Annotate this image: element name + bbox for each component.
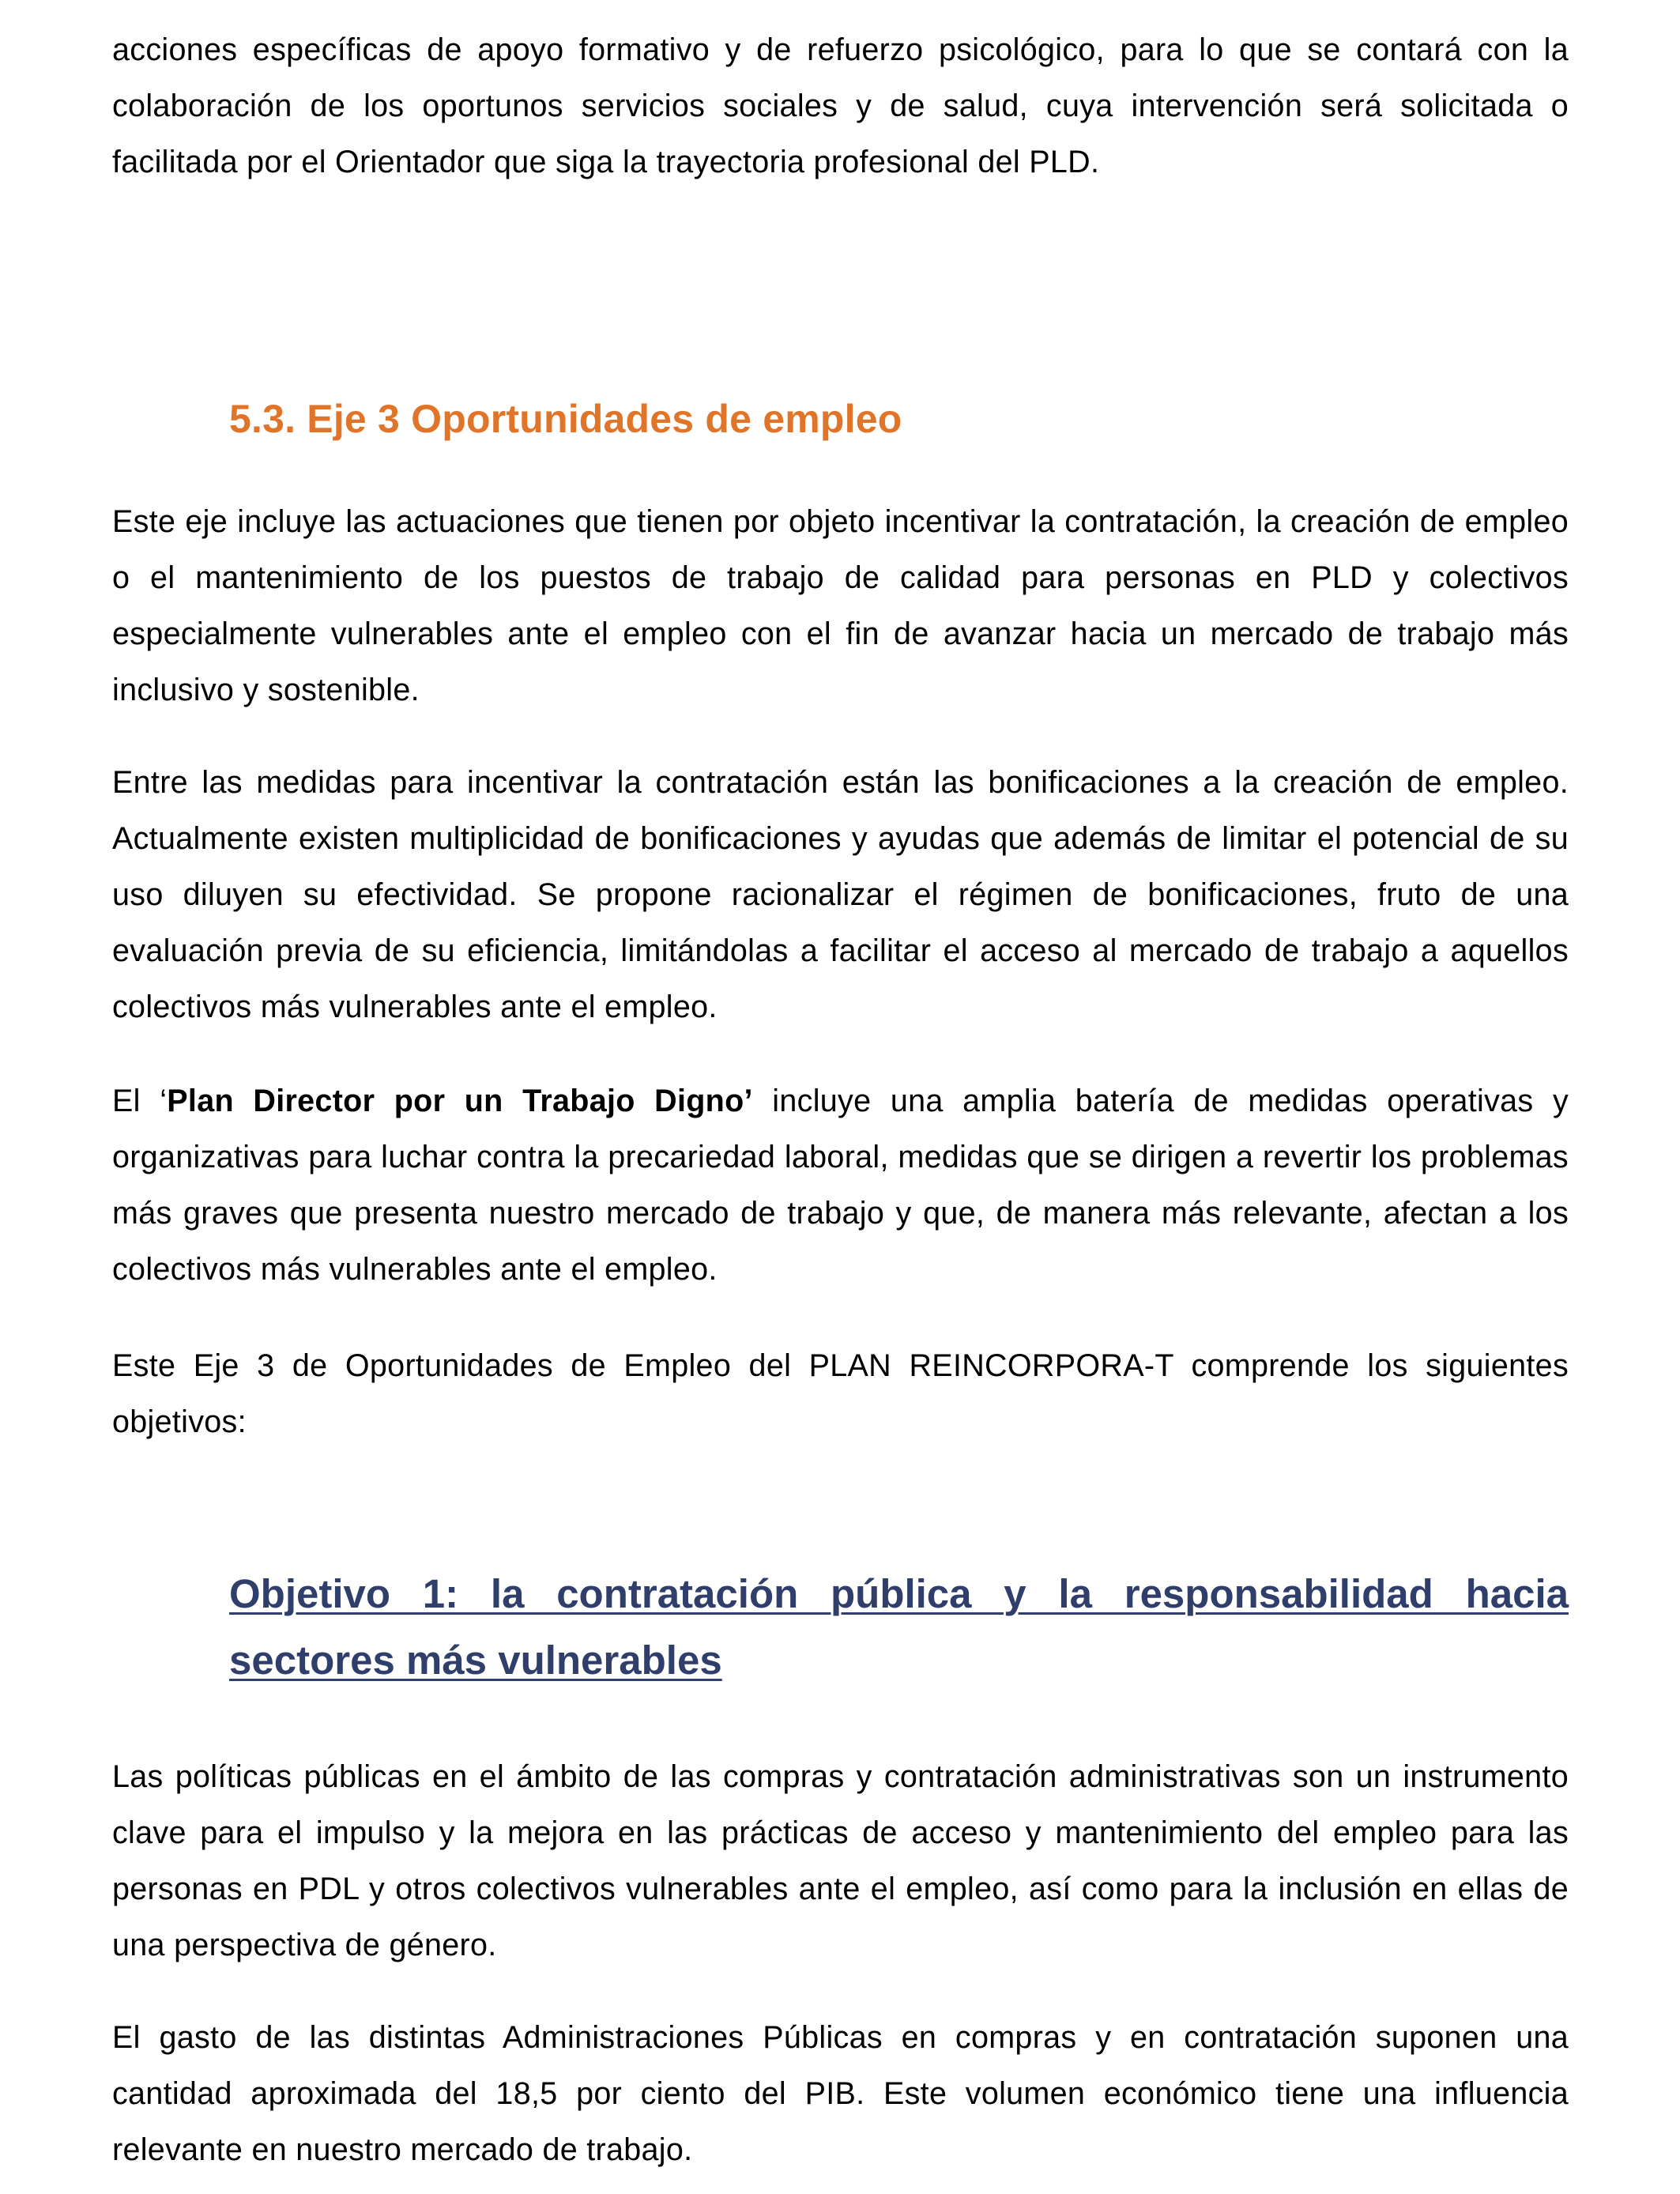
paragraph-plan-director bbox=[112, 1073, 1569, 1298]
section-heading-eje-3: 5.3. Eje 3 Oportunidades de empleo bbox=[229, 397, 902, 441]
paragraph-politicas-publicas: Las políticas públicas en el ámbito de las compras y contratación administrativas son un instrumento clave para el impulso y la mejora en las prácticas de acceso y mantenimiento del empleo para las personas en PDL y otros colectivos vulnerables ante el empleo, así como para la inclusión en ellas de una perspectiva de género. bbox=[112, 1759, 1569, 1962]
objective-1-heading: Objetivo 1: la contratación pública y la responsabilidad hacia sectores más vulnerables bbox=[229, 1571, 1569, 1683]
paragraph-eje-incluye: Este eje incluye las actuaciones que tienen por objeto incentivar la contratación, la creación de empleo o el mantenimiento de los puestos de trabajo de calidad para personas en PLD y colectivos especialmente vulnerables ante el empleo con el fin de avanzar hacia un mercado de trabajo más inclusivo y sostenible. bbox=[112, 504, 1569, 707]
paragraph-objetivos-intro: Este Eje 3 de Oportunidades de Empleo del PLAN REINCORPORA-T comprende los siguientes objetivos: bbox=[112, 1348, 1569, 1439]
paragraph-medidas-incentivar: Entre las medidas para incentivar la contratación están las bonificaciones a la creación de empleo. Actualmente existen multiplicidad de bonificaciones y ayudas que además de limitar el potencial de su uso diluyen su efectividad. Se propone racionalizar el régimen de bonificaciones, fruto de una evaluación previa de su eficiencia, limitándolas a facilitar el acceso al mercado de trabajo a aquellos colectivos más vulnerables ante el empleo. bbox=[112, 765, 1569, 1024]
plan-director-rest: incluye una amplia batería de medidas operativas y organizativas para luchar contra la precariedad laboral, medidas que se dirigen a revertir los problemas más graves que presenta nuestro mercado de trabajo y que, de manera más relevante, afectan a los colectivos más vulnerables ante el empleo. bbox=[112, 1084, 1569, 1287]
paragraph-apoyo-formativo: acciones específicas de apoyo formativo y de refuerzo psicológico, para lo que se contará con la colaboración de los oportunos servicios sociales y de salud, cuya intervención será solicitada o facilitada por el Orientador que siga la trayectoria profesional del PLD. bbox=[112, 32, 1569, 179]
plan-director-prefix: El ‘ bbox=[112, 1084, 168, 1118]
plan-director-title: Plan Director por un Trabajo Digno’ bbox=[167, 1084, 753, 1118]
paragraph-gasto-administraciones: El gasto de las distintas Administraciones Públicas en compras y en contratación suponen una cantidad aproximada del 18,5 por ciento del PIB. Este volumen económico tiene una influencia relevante en nuestro mercado de trabajo. bbox=[112, 2020, 1569, 2167]
